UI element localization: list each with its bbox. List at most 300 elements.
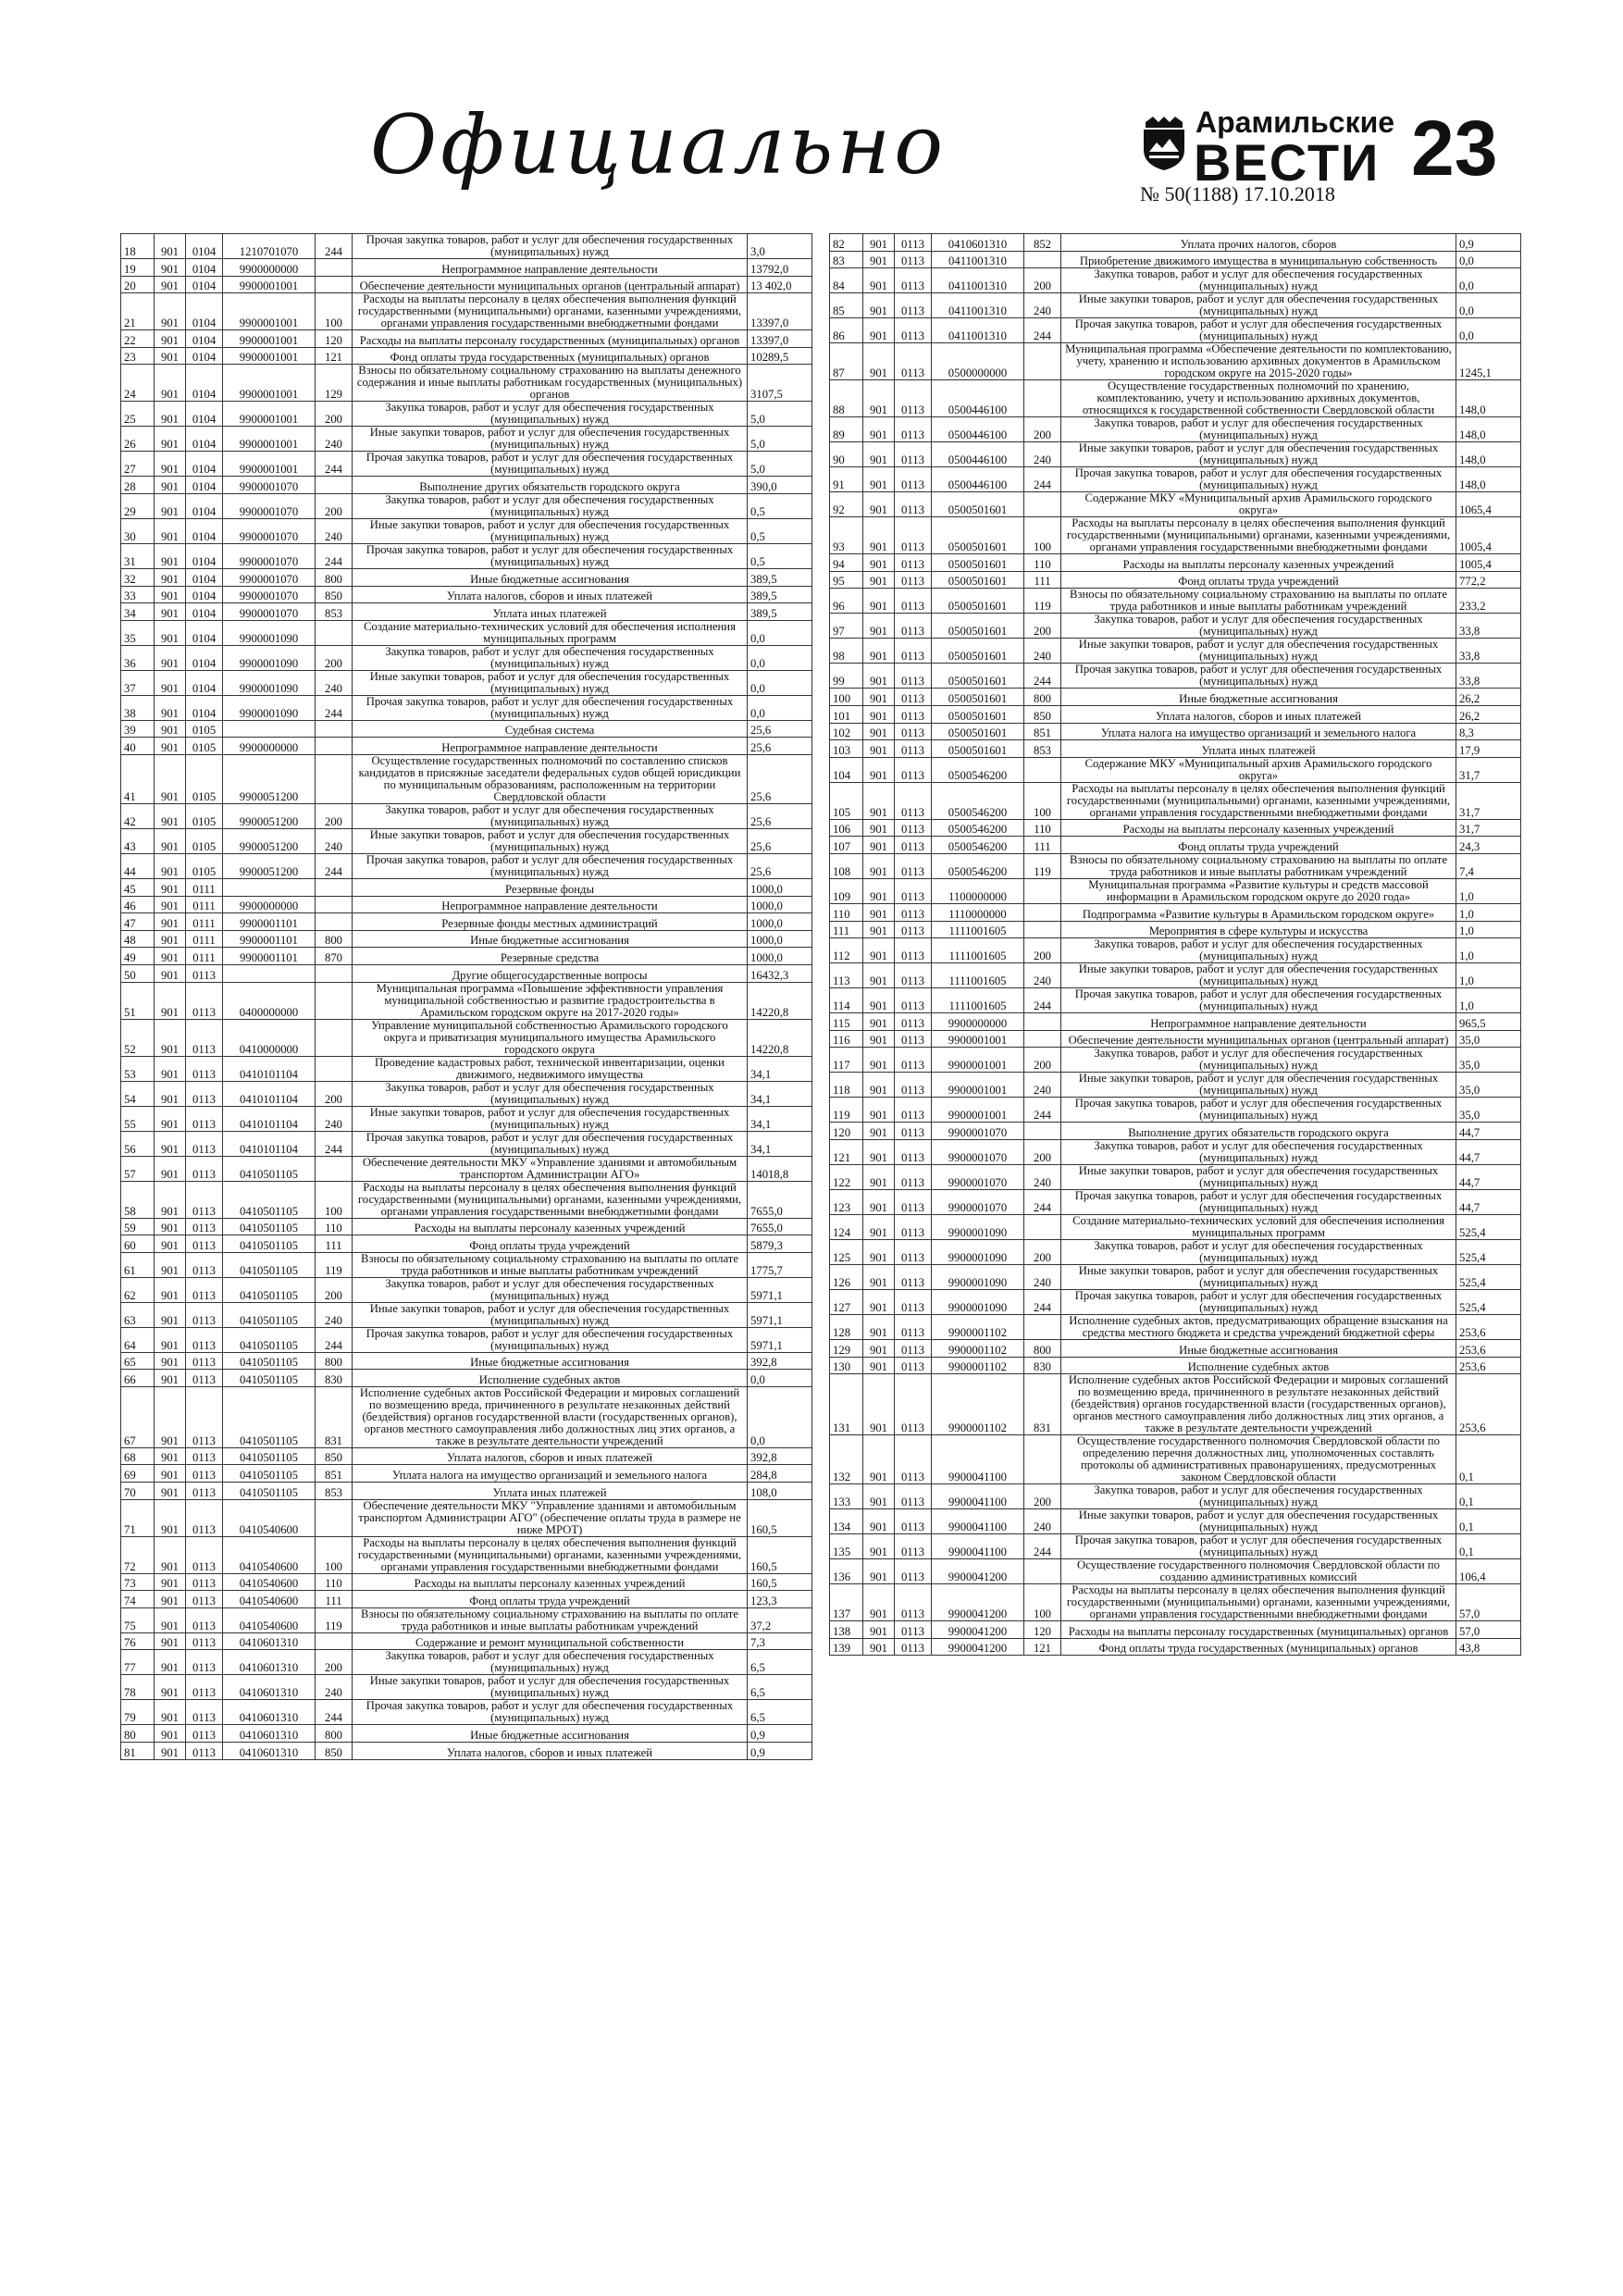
table-row — [121, 1632, 812, 1650]
section-code: 0113 — [895, 517, 932, 554]
admin-code: 901 — [863, 689, 895, 706]
row-number: 138 — [830, 1621, 863, 1639]
target-article-code: 9900001001 — [223, 427, 316, 452]
expense-type-code: 800 — [1024, 689, 1061, 706]
amount: 390,0 — [748, 477, 812, 494]
amount: 1065,4 — [1456, 492, 1521, 517]
table-row — [121, 234, 812, 259]
section-code: 0113 — [895, 1584, 932, 1621]
admin-code: 901 — [155, 347, 186, 365]
target-article-code: 0500000000 — [932, 343, 1024, 380]
target-article-code: 0500546200 — [932, 853, 1024, 878]
table-row — [830, 1435, 1521, 1484]
admin-code: 901 — [863, 853, 895, 878]
row-number: 102 — [830, 723, 863, 740]
target-article-code: 9900001001 — [932, 1030, 1024, 1048]
expense-description: Закупка товаров, работ и услуг для обеспечения государственных (муниципальных) нужд — [1061, 268, 1456, 293]
section-code: 0104 — [186, 365, 223, 402]
budget-table-right — [829, 233, 1521, 1656]
expense-description: Прочая закупка товаров, работ и услуг для обеспечения государственных (муниципальных) нужд — [353, 234, 748, 259]
expense-description: Прочая закупка товаров, работ и услуг для обеспечения государственных (муниципальных) нужд — [1061, 467, 1456, 492]
row-number: 41 — [121, 754, 155, 803]
row-number: 112 — [830, 938, 863, 963]
section-code: 0104 — [186, 603, 223, 621]
section-code: 0113 — [895, 1239, 932, 1264]
admin-code: 901 — [155, 1277, 186, 1302]
expense-type-code: 110 — [1024, 554, 1061, 572]
section-code: 0105 — [186, 828, 223, 853]
admin-code: 901 — [863, 380, 895, 417]
row-number: 22 — [121, 330, 155, 348]
expense-description: Иные закупки товаров, работ и услуг для обеспечения государственных (муниципальных) нужд — [1061, 1509, 1456, 1534]
amount: 35,0 — [1456, 1073, 1521, 1098]
section-code: 0113 — [186, 1019, 223, 1056]
expense-type-code: 240 — [1024, 1164, 1061, 1189]
admin-code: 901 — [155, 1447, 186, 1465]
target-article-code: 9900001001 — [223, 365, 316, 402]
target-article-code — [223, 878, 316, 896]
expense-type-code: 121 — [316, 347, 353, 365]
expense-type-code: 240 — [316, 518, 353, 543]
row-number: 50 — [121, 964, 155, 982]
admin-code: 901 — [863, 1073, 895, 1098]
admin-code: 901 — [863, 571, 895, 589]
row-number: 90 — [830, 442, 863, 467]
section-code: 0113 — [186, 1632, 223, 1650]
section-code: 0113 — [895, 1509, 932, 1534]
row-number: 32 — [121, 568, 155, 586]
expense-description: Прочая закупка товаров, работ и услуг для обеспечения государственных (муниципальных) нужд — [1061, 664, 1456, 689]
expense-description: Иные закупки товаров, работ и услуг для обеспечения государственных (муниципальных) нужд — [1061, 442, 1456, 467]
table-row — [121, 1302, 812, 1327]
expense-type-code: 244 — [316, 1700, 353, 1725]
amount: 26,2 — [1456, 689, 1521, 706]
target-article-code: 9900001001 — [932, 1048, 1024, 1073]
target-article-code: 0500501601 — [932, 705, 1024, 723]
table-row — [121, 1235, 812, 1253]
section-code: 0113 — [895, 1289, 932, 1314]
section-code: 0113 — [895, 1559, 932, 1584]
table-row — [830, 878, 1521, 903]
admin-code: 901 — [863, 554, 895, 572]
expense-description: Иные закупки товаров, работ и услуг для обеспечения государственных (муниципальных) нужд — [1061, 963, 1456, 988]
expense-type-code: 244 — [316, 452, 353, 477]
section-code: 0113 — [895, 1435, 932, 1484]
admin-code: 901 — [155, 452, 186, 477]
table-row — [830, 1559, 1521, 1584]
amount: 106,4 — [1456, 1559, 1521, 1584]
row-number: 26 — [121, 427, 155, 452]
amount: 0,0 — [748, 620, 812, 645]
target-article-code: 9900001102 — [932, 1339, 1024, 1357]
row-number: 119 — [830, 1098, 863, 1123]
expense-description: Закупка товаров, работ и услуг для обеспечения государственных (муниципальных) нужд — [353, 645, 748, 670]
expense-type-code: 853 — [1024, 740, 1061, 758]
expense-description: Закупка товаров, работ и услуг для обеспечения государственных (муниципальных) нужд — [353, 1081, 748, 1106]
expense-description: Уплата налогов, сборов и иных платежей — [353, 1743, 748, 1760]
expense-description: Закупка товаров, работ и услуг для обеспечения государственных (муниципальных) нужд — [1061, 417, 1456, 442]
row-number: 130 — [830, 1357, 863, 1374]
expense-description: Иные закупки товаров, работ и услуг для обеспечения государственных (муниципальных) нужд — [1061, 293, 1456, 318]
target-article-code: 9900001070 — [932, 1139, 1024, 1164]
table-row — [121, 1056, 812, 1081]
admin-code: 901 — [155, 1218, 186, 1235]
target-article-code: 9900001001 — [223, 293, 316, 330]
section-code: 0111 — [186, 913, 223, 931]
expense-description: Прочая закупка товаров, работ и услуг для обеспечения государственных (муниципальных) нужд — [353, 543, 748, 568]
table-row — [830, 1621, 1521, 1639]
target-article-code: 0410601310 — [223, 1650, 316, 1675]
target-article-code: 0500446100 — [932, 442, 1024, 467]
expense-description: Закупка товаров, работ и услуг для обеспечения государственных (муниципальных) нужд — [353, 803, 748, 828]
table-row — [121, 853, 812, 878]
table-row — [121, 1465, 812, 1483]
expense-type-code: 119 — [1024, 853, 1061, 878]
admin-code: 901 — [155, 402, 186, 427]
table-row — [830, 1013, 1521, 1031]
table-row — [830, 1339, 1521, 1357]
row-number: 109 — [830, 878, 863, 903]
section-code: 0113 — [895, 938, 932, 963]
expense-description: Фонд оплаты труда государственных (муниципальных) органов — [353, 347, 748, 365]
admin-code: 901 — [155, 1352, 186, 1370]
table-row — [121, 330, 812, 348]
row-number: 123 — [830, 1189, 863, 1214]
expense-description: Исполнение судебных актов — [353, 1370, 748, 1387]
amount: 26,2 — [1456, 705, 1521, 723]
row-number: 85 — [830, 293, 863, 318]
amount: 35,0 — [1456, 1048, 1521, 1073]
target-article-code: 0410540600 — [223, 1607, 316, 1632]
table-row — [830, 268, 1521, 293]
section-code: 0113 — [895, 251, 932, 268]
expense-type-code: 110 — [1024, 819, 1061, 837]
section-code: 0113 — [895, 1214, 932, 1239]
section-code: 0113 — [186, 1252, 223, 1277]
amount: 0,0 — [1456, 318, 1521, 343]
expense-description: Закупка товаров, работ и услуг для обеспечения государственных (муниципальных) нужд — [353, 493, 748, 518]
target-article-code: 9900041200 — [932, 1621, 1024, 1639]
expense-type-code: 244 — [316, 1327, 353, 1352]
row-number: 25 — [121, 402, 155, 427]
expense-description: Закупка товаров, работ и услуг для обеспечения государственных (муниципальных) нужд — [1061, 938, 1456, 963]
row-number: 37 — [121, 670, 155, 695]
section-code: 0113 — [895, 689, 932, 706]
expense-type-code: 111 — [316, 1235, 353, 1253]
section-code: 0113 — [186, 1447, 223, 1465]
amount: 7,3 — [748, 1632, 812, 1650]
expense-description: Осуществление государственного полномочия Свердловской области по созданию административных комиссий — [1061, 1559, 1456, 1584]
expense-description: Фонд оплаты труда государственных (муниципальных) органов — [1061, 1638, 1456, 1656]
table-row — [121, 452, 812, 477]
row-number: 118 — [830, 1073, 863, 1098]
expense-type-code: 244 — [316, 543, 353, 568]
target-article-code: 9900001070 — [223, 603, 316, 621]
admin-code: 901 — [155, 1019, 186, 1056]
amount: 14220,8 — [748, 1019, 812, 1056]
expense-type-code: 200 — [1024, 1048, 1061, 1073]
admin-code: 901 — [155, 930, 186, 948]
admin-code: 901 — [863, 664, 895, 689]
amount: 5,0 — [748, 402, 812, 427]
row-number: 105 — [830, 782, 863, 819]
section-code: 0113 — [895, 589, 932, 614]
target-article-code: 9900041200 — [932, 1559, 1024, 1584]
target-article-code: 0411001310 — [932, 318, 1024, 343]
section-code: 0113 — [895, 380, 932, 417]
row-number: 30 — [121, 518, 155, 543]
expense-description: Муниципальная программа «Развитие культуры и средств массовой информации в Арамильском городском округе до 2020 года» — [1061, 878, 1456, 903]
expense-type-code: 240 — [1024, 1264, 1061, 1289]
section-code: 0113 — [186, 1081, 223, 1106]
table-row — [830, 1374, 1521, 1435]
amount: 284,8 — [748, 1465, 812, 1483]
table-row — [121, 982, 812, 1019]
section-code: 0104 — [186, 330, 223, 348]
amount: 24,3 — [1456, 837, 1521, 854]
section-code: 0104 — [186, 518, 223, 543]
target-article-code: 0410501105 — [223, 1156, 316, 1181]
section-code: 0111 — [186, 878, 223, 896]
target-article-code: 1111001605 — [932, 921, 1024, 938]
newspaper-logo — [1140, 102, 1395, 192]
admin-code: 901 — [863, 318, 895, 343]
row-number: 136 — [830, 1559, 863, 1584]
admin-code: 901 — [863, 963, 895, 988]
expense-description: Уплата налогов, сборов и иных платежей — [353, 1447, 748, 1465]
expense-type-code: 200 — [316, 1081, 353, 1106]
expense-description: Управление муниципальной собственностью Арамильского городского округа и приватизация муниципального имущества Арамильского городского округа — [353, 1019, 748, 1056]
expense-type-code: 851 — [316, 1465, 353, 1483]
amount: 1,0 — [1456, 988, 1521, 1013]
row-number: 55 — [121, 1106, 155, 1131]
section-code: 0113 — [186, 1156, 223, 1181]
table-row — [121, 347, 812, 365]
table-row — [830, 1098, 1521, 1123]
admin-code: 901 — [155, 670, 186, 695]
budget-table-left-grid — [120, 233, 812, 1760]
expense-type-code: 111 — [1024, 571, 1061, 589]
expense-type-code: 129 — [316, 365, 353, 402]
expense-type-code: 200 — [1024, 268, 1061, 293]
target-article-code: 0410601310 — [223, 1743, 316, 1760]
expense-description: Прочая закупка товаров, работ и услуг для обеспечения государственных (муниципальных) нужд — [1061, 1534, 1456, 1559]
target-article-code: 0500546200 — [932, 819, 1024, 837]
row-number: 62 — [121, 1277, 155, 1302]
section-code: 0113 — [895, 417, 932, 442]
expense-type-code: 244 — [316, 853, 353, 878]
expense-type-code: 800 — [316, 930, 353, 948]
expense-description: Уплата иных платежей — [353, 603, 748, 621]
amount: 1,0 — [1456, 963, 1521, 988]
amount: 148,0 — [1456, 380, 1521, 417]
row-number: 107 — [830, 837, 863, 854]
admin-code: 901 — [155, 738, 186, 755]
admin-code: 901 — [863, 251, 895, 268]
target-article-code: 9900051200 — [223, 803, 316, 828]
admin-code: 901 — [863, 1164, 895, 1189]
expense-type-code: 244 — [1024, 664, 1061, 689]
expense-type-code: 831 — [316, 1386, 353, 1447]
amount: 148,0 — [1456, 417, 1521, 442]
section-code: 0113 — [895, 343, 932, 380]
amount: 1245,1 — [1456, 343, 1521, 380]
target-article-code: 0410501105 — [223, 1302, 316, 1327]
budget-table-left — [120, 233, 812, 1760]
target-article-code: 9900000000 — [223, 738, 316, 755]
admin-code: 901 — [155, 1632, 186, 1650]
target-article-code: 0410501105 — [223, 1327, 316, 1352]
target-article-code: 9900001070 — [932, 1164, 1024, 1189]
expense-description: Муниципальная программа «Повышение эффективности управления муниципальной собственностью и развитие градостроительства в Арамильском городском округе на 2017-2020 годы» — [353, 982, 748, 1019]
target-article-code: 0410601310 — [932, 234, 1024, 252]
section-code: 0113 — [895, 614, 932, 639]
expense-type-code — [1024, 878, 1061, 903]
expense-type-code — [316, 620, 353, 645]
target-article-code: 1100000000 — [932, 878, 1024, 903]
admin-code: 901 — [863, 492, 895, 517]
section-code: 0111 — [186, 948, 223, 965]
expense-type-code: 244 — [1024, 1534, 1061, 1559]
target-article-code: 0410000000 — [223, 1019, 316, 1056]
target-article-code: 0410101104 — [223, 1106, 316, 1131]
section-code: 0113 — [186, 1327, 223, 1352]
target-article-code: 0410501105 — [223, 1252, 316, 1277]
row-number: 24 — [121, 365, 155, 402]
admin-code: 901 — [863, 1013, 895, 1031]
section-code: 0113 — [186, 1607, 223, 1632]
row-number: 137 — [830, 1584, 863, 1621]
target-article-code: 9900001090 — [223, 645, 316, 670]
amount: 253,6 — [1456, 1339, 1521, 1357]
section-code: 0105 — [186, 738, 223, 755]
admin-code: 901 — [863, 1435, 895, 1484]
expense-type-code: 119 — [316, 1607, 353, 1632]
section-code: 0113 — [186, 1056, 223, 1081]
expense-type-code — [316, 754, 353, 803]
admin-code: 901 — [155, 803, 186, 828]
amount: 33,8 — [1456, 639, 1521, 664]
section-code: 0113 — [186, 1277, 223, 1302]
target-article-code: 9900041100 — [932, 1435, 1024, 1484]
table-row — [121, 1607, 812, 1632]
amount: 44,7 — [1456, 1189, 1521, 1214]
section-code: 0113 — [895, 664, 932, 689]
admin-code: 901 — [155, 493, 186, 518]
expense-type-code: 111 — [316, 1591, 353, 1608]
expense-type-code: 119 — [316, 1252, 353, 1277]
row-number: 121 — [830, 1139, 863, 1164]
target-article-code: 0411001310 — [932, 293, 1024, 318]
expense-description: Иные закупки товаров, работ и услуг для обеспечения государственных (муниципальных) нужд — [1061, 1073, 1456, 1098]
row-number: 132 — [830, 1435, 863, 1484]
amount: 0,9 — [748, 1725, 812, 1743]
expense-description: Взносы по обязательному социальному страхованию на выплаты по оплате труда работников и иные выплаты работникам учреждений — [1061, 853, 1456, 878]
expense-description: Взносы по обязательному социальному страхованию на выплаты денежного содержания и иные выплаты работникам государственных (муниципальных) органов — [353, 365, 748, 402]
amount: 772,2 — [1456, 571, 1521, 589]
admin-code: 901 — [155, 1700, 186, 1725]
row-number: 38 — [121, 695, 155, 720]
expense-type-code: 244 — [1024, 988, 1061, 1013]
amount: 1,0 — [1456, 921, 1521, 938]
target-article-code: 0500501601 — [932, 740, 1024, 758]
section-code: 0113 — [895, 757, 932, 782]
expense-type-code — [1024, 903, 1061, 921]
target-article-code: 9900041100 — [932, 1484, 1024, 1509]
admin-code: 901 — [155, 878, 186, 896]
target-article-code: 9900001090 — [932, 1239, 1024, 1264]
admin-code: 901 — [863, 1214, 895, 1239]
target-article-code: 9900001070 — [223, 518, 316, 543]
table-row — [830, 664, 1521, 689]
target-article-code: 0500446100 — [932, 417, 1024, 442]
amount: 0,0 — [1456, 251, 1521, 268]
expense-type-code: 200 — [316, 493, 353, 518]
section-code: 0113 — [895, 467, 932, 492]
row-number: 106 — [830, 819, 863, 837]
expense-type-code: 850 — [316, 1743, 353, 1760]
admin-code: 901 — [155, 754, 186, 803]
expense-type-code: 200 — [1024, 1239, 1061, 1264]
table-row — [830, 1264, 1521, 1289]
admin-code: 901 — [863, 740, 895, 758]
amount: 6,5 — [748, 1700, 812, 1725]
admin-code: 901 — [863, 1534, 895, 1559]
expense-description: Иные закупки товаров, работ и услуг для обеспечения государственных (муниципальных) нужд — [353, 427, 748, 452]
expense-type-code: 240 — [1024, 639, 1061, 664]
amount: 34,1 — [748, 1131, 812, 1156]
expense-description: Прочая закупка товаров, работ и услуг для обеспечения государственных (муниципальных) нужд — [1061, 318, 1456, 343]
amount: 0,0 — [1456, 268, 1521, 293]
expense-description: Уплата прочих налогов, сборов — [1061, 234, 1456, 252]
table-row — [830, 1123, 1521, 1140]
table-row — [830, 837, 1521, 854]
target-article-code: 0410501105 — [223, 1352, 316, 1370]
row-number: 72 — [121, 1536, 155, 1573]
section-code: 0104 — [186, 427, 223, 452]
expense-description: Иные бюджетные ассигнования — [353, 1352, 748, 1370]
expense-description: Обеспечение деятельности муниципальных органов (центральный аппарат) — [1061, 1030, 1456, 1048]
amount: 25,6 — [748, 754, 812, 803]
row-number: 75 — [121, 1607, 155, 1632]
admin-code: 901 — [863, 639, 895, 664]
amount: 525,4 — [1456, 1264, 1521, 1289]
section-code: 0113 — [895, 1534, 932, 1559]
amount: 1000,0 — [748, 913, 812, 931]
admin-code: 901 — [863, 1098, 895, 1123]
table-row — [830, 1214, 1521, 1239]
target-article-code: 1111001605 — [932, 938, 1024, 963]
admin-code: 901 — [863, 1584, 895, 1621]
admin-code: 901 — [155, 1499, 186, 1536]
table-row — [830, 293, 1521, 318]
target-article-code: 9900001090 — [223, 670, 316, 695]
amount: 253,6 — [1456, 1357, 1521, 1374]
admin-code: 901 — [155, 1675, 186, 1700]
issue-number-date: № 50(1188) 17.10.2018 — [1140, 182, 1335, 205]
expense-description: Расходы на выплаты персоналу в целях обеспечения выполнения функций государственными (муниципальными) органами, казенными учреждениями, органами управления государственными внебюджетными фондами — [353, 1536, 748, 1573]
amount: 13397,0 — [748, 330, 812, 348]
table-row — [830, 639, 1521, 664]
section-code: 0113 — [186, 1181, 223, 1218]
amount: 525,4 — [1456, 1214, 1521, 1239]
expense-description: Закупка товаров, работ и услуг для обеспечения государственных (муниципальных) нужд — [353, 1277, 748, 1302]
row-number: 95 — [830, 571, 863, 589]
expense-type-code: 100 — [1024, 1584, 1061, 1621]
amount: 965,5 — [1456, 1013, 1521, 1031]
section-code: 0113 — [186, 1218, 223, 1235]
table-row — [121, 1352, 812, 1370]
